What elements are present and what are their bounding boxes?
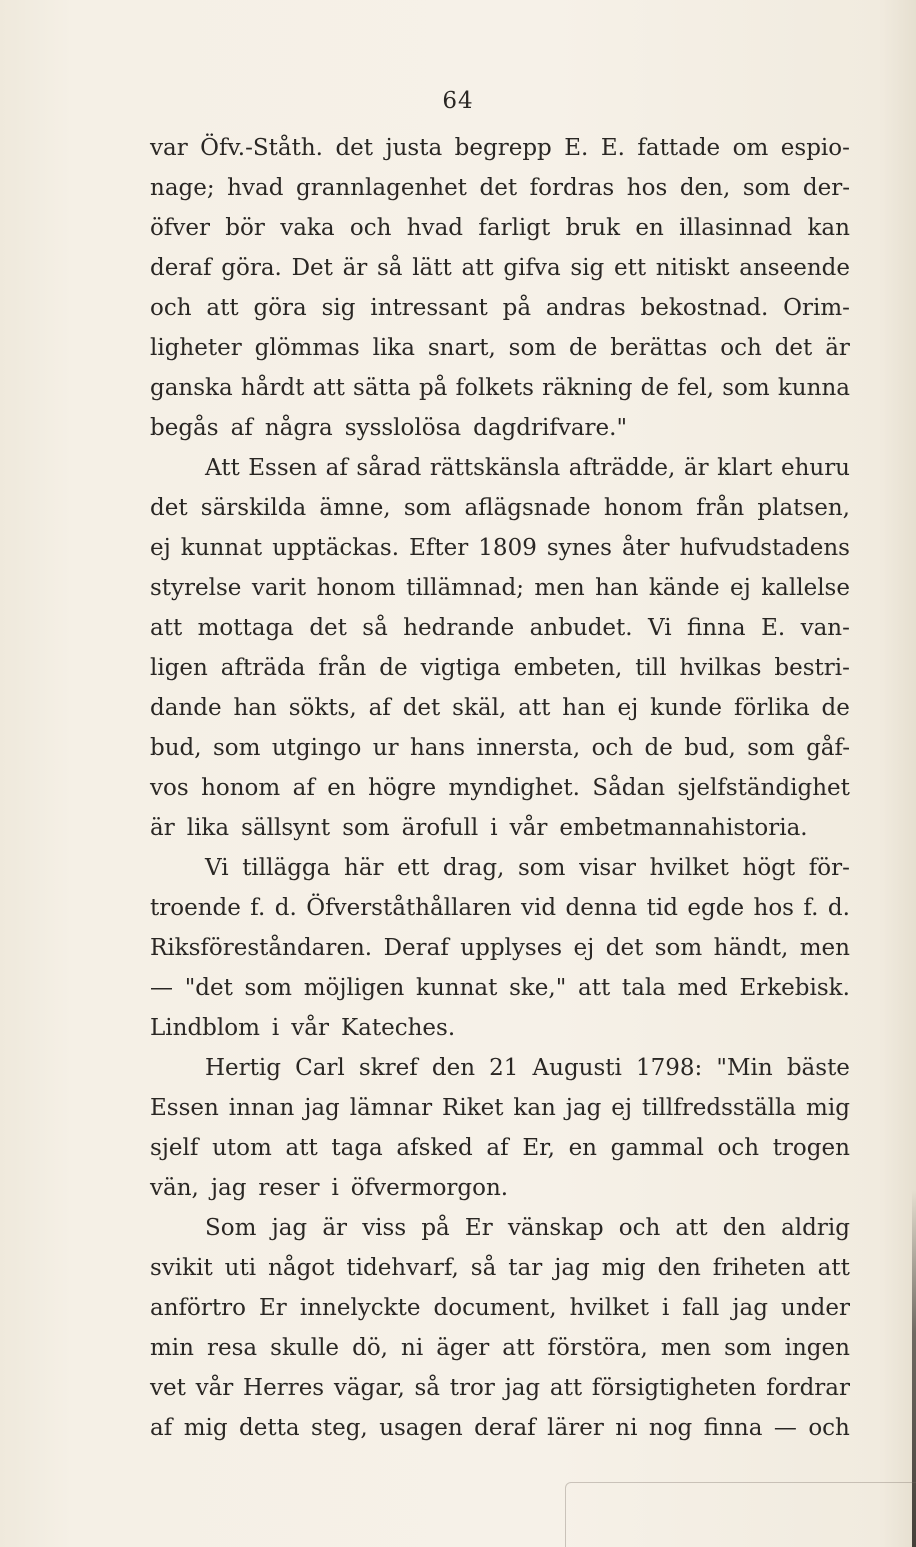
page-corner-edge — [565, 1482, 916, 1547]
text-line: öfver bör vaka och hvad farligt bruk en illasinnad kan — [150, 215, 850, 241]
text-line: det särskilda ämne, som aflägsnade honom från platsen, — [150, 495, 850, 521]
text-line: vän, jag reser i öfvermorgon. — [150, 1175, 509, 1201]
text-line: svikit uti något tidehvarf, så tar jag mig den friheten att — [150, 1255, 850, 1281]
text-line: sjelf utom att taga afsked af Er, en gammal och trogen — [150, 1135, 850, 1161]
text-line: att mottaga det så hedrande anbudet. Vi finna E. van- — [150, 615, 850, 641]
text-line: Som jag är viss på Er vänskap och att den aldrig — [205, 1215, 850, 1241]
text-line: och att göra sig intressant på andras bekostnad. Orim- — [150, 295, 850, 321]
text-line: ligheter glömmas lika snart, som de berättas och det är — [150, 335, 850, 361]
text-line: dande han sökts, af det skäl, att han ej kunde förlika de — [150, 695, 850, 721]
text-line: bud, som utgingo ur hans innersta, och de bud, som gåf- — [150, 735, 850, 761]
text-line: nage; hvad grannlagenhet det fordras hos den, som der- — [150, 175, 850, 201]
text-line: min resa skulle dö, ni äger att förstöra, men som ingen — [150, 1335, 850, 1361]
text-line: Lindblom i vår Kateches. — [150, 1015, 456, 1041]
text-line: Essen innan jag lämnar Riket kan jag ej tillfredsställa mig — [150, 1095, 850, 1121]
text-line: ej kunnat upptäckas. Efter 1809 synes åter hufvudstadens — [150, 535, 850, 561]
page-number: 64 — [442, 88, 474, 114]
text-line: troende f. d. Öfverståthållaren vid denna tid egde hos f. d. — [150, 895, 850, 921]
text-line: anförtro Er innelyckte document, hvilket i fall jag under — [150, 1295, 850, 1321]
text-line: Att Essen af sårad rättskänsla afträdde, är klart ehuru — [205, 455, 850, 481]
text-line: är lika sällsynt som ärofull i vår embetmannahistoria. — [150, 815, 808, 841]
text-line: Vi tillägga här ett drag, som visar hvilket högt för- — [205, 855, 850, 881]
body-text — [150, 128, 850, 1448]
text-line: Riksföreståndaren. Deraf upplyses ej det som händt, men — [150, 935, 850, 961]
text-line: — "det som möjligen kunnat ske," att tala med Erkebisk. — [150, 975, 850, 1001]
text-line: vos honom af en högre myndighet. Sådan sjelfständighet — [150, 775, 850, 801]
text-line: var Öfv.-Ståth. det justa begrepp E. E. fattade om espio- — [150, 135, 850, 161]
text-line: vet vår Herres vägar, så tror jag att försigtigheten fordrar — [150, 1375, 850, 1401]
text-line: deraf göra. Det är så lätt att gifva sig ett nitiskt anseende — [150, 255, 850, 281]
text-line: ganska hårdt att sätta på folkets räkning de fel, som kunna — [150, 375, 850, 401]
text-line: styrelse varit honom tillämnad; men han kände ej kallelse — [150, 575, 850, 601]
text-line: af mig detta steg, usagen deraf lärer ni nog finna — och — [150, 1415, 850, 1441]
text-line: begås af några sysslolösa dagdrifvare." — [150, 415, 628, 441]
text-line: Hertig Carl skref den 21 Augusti 1798: "Min bäste — [205, 1055, 850, 1081]
text-line: ligen afträda från de vigtiga embeten, till hvilkas bestri- — [150, 655, 850, 681]
